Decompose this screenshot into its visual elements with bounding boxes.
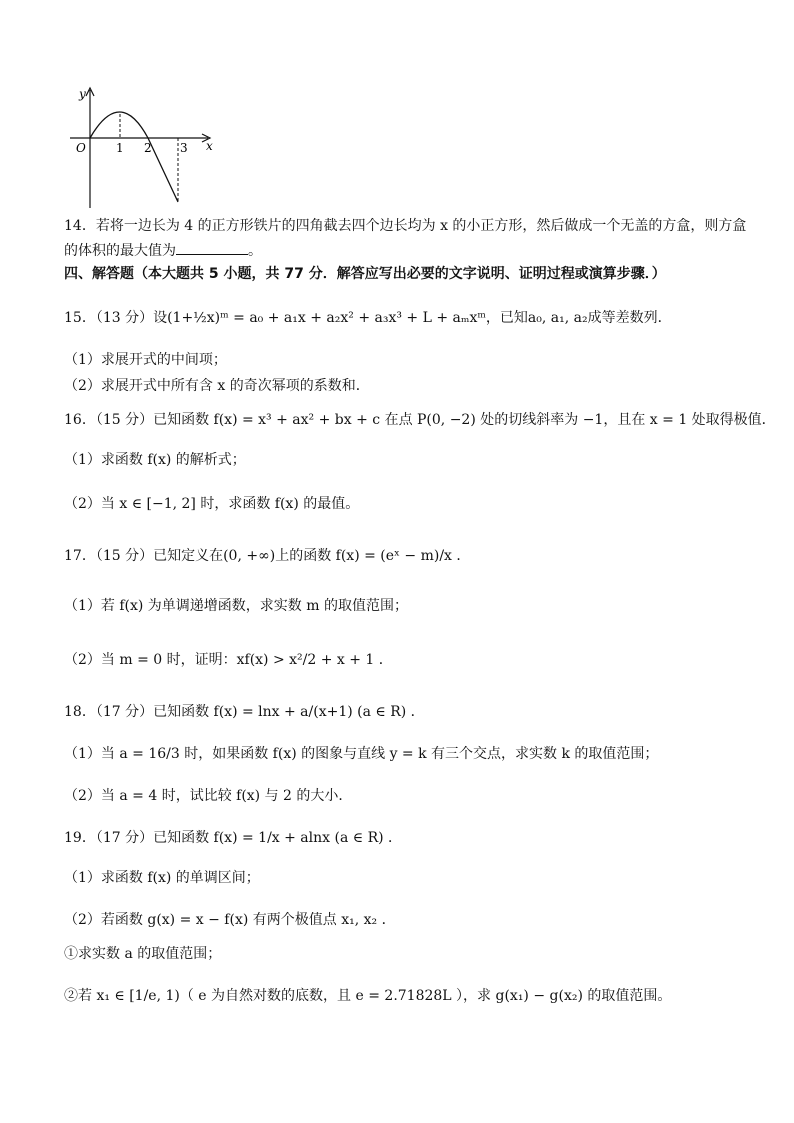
q19-stem: 19．（17 分）已知函数 f(x) = 1/x + alnx (a ∈ R) ． [64,830,403,846]
curve [90,112,178,202]
q19-part1: （1）求函数 f(x) 的单调区间； [64,870,260,886]
origin-label: O [76,141,86,155]
section-heading: 四、解答题（本大题共 5 小题，共 77 分．解答应写出必要的文字说明、证明过程或演算步骤．） [64,266,666,282]
q17-stem: 17．（15 分）已知定义在(0, +∞)上的函数 f(x) = (eˣ − m)/x ． [64,548,471,564]
q18-part2: （2）当 a = 4 时，试比较 f(x) 与 2 的大小． [64,788,353,804]
q18-stem: 18．（17 分）已知函数 f(x) = lnx + a/(x+1) (a ∈ R) ． [64,704,425,720]
tick-2: 2 [144,141,152,155]
q16-stem: 16．（15 分）已知函数 f(x) = x³ + ax² + bx + c 在点 P(0, −2) 处的切线斜率为 −1，且在 x = 1 处取得极值． [64,412,776,428]
function-graph [62,86,222,212]
q19-sub2: ②若 x₁ ∈ [1/e, 1)（ e 为自然对数的底数，且 e = 2.71828L ），求 g(x₁) − g(x₂) 的取值范围。 [64,988,672,1004]
q19-part2: （2）若函数 g(x) = x − f(x) 有两个极值点 x₁, x₂ ． [64,912,396,928]
q15-part2: （2）求展开式中所有含 x 的奇次幂项的系数和． [64,378,370,394]
q16-part1: （1）求函数 f(x) 的解析式； [64,452,246,468]
q16-part2: （2）当 x ∈ [−1, 2] 时，求函数 f(x) 的最值。 [64,496,360,512]
q14-line2 [64,240,262,261]
q17-part1: （1）若 f(x) 为单调递增函数，求实数 m 的取值范围； [64,598,408,614]
q19-sub1: ①求实数 a 的取值范围； [64,946,222,962]
tick-1: 1 [116,141,124,155]
y-label: y [79,87,86,101]
tick-3: 3 [180,141,188,155]
q17-part2: （2）当 m = 0 时，证明：xf(x) > x²/2 + x + 1 ． [64,652,393,668]
x-label: x [206,139,213,153]
q14-line2-suffix: 。 [248,243,262,259]
answer-blank [176,240,248,255]
q14-line2-prefix: 的体积的最大值为 [64,243,176,259]
q14-line1: 14．若将一边长为 4 的正方形铁片的四角截去四个边长均为 x 的小正方形，然后做成一个无盖的方盒，则方盒 [64,218,747,234]
q15-part1: （1）求展开式的中间项； [64,352,227,368]
q15-stem: 15．（13 分）设(1+½x)ᵐ = a₀ + a₁x + a₂x² + a₃x³ + L + aₘxᵐ，已知a₀, a₁, a₂成等差数列． [64,310,672,326]
q18-part1: （1）当 a = 16/3 时，如果函数 f(x) 的图象与直线 y = k 有三个交点，求实数 k 的取值范围； [64,746,659,762]
